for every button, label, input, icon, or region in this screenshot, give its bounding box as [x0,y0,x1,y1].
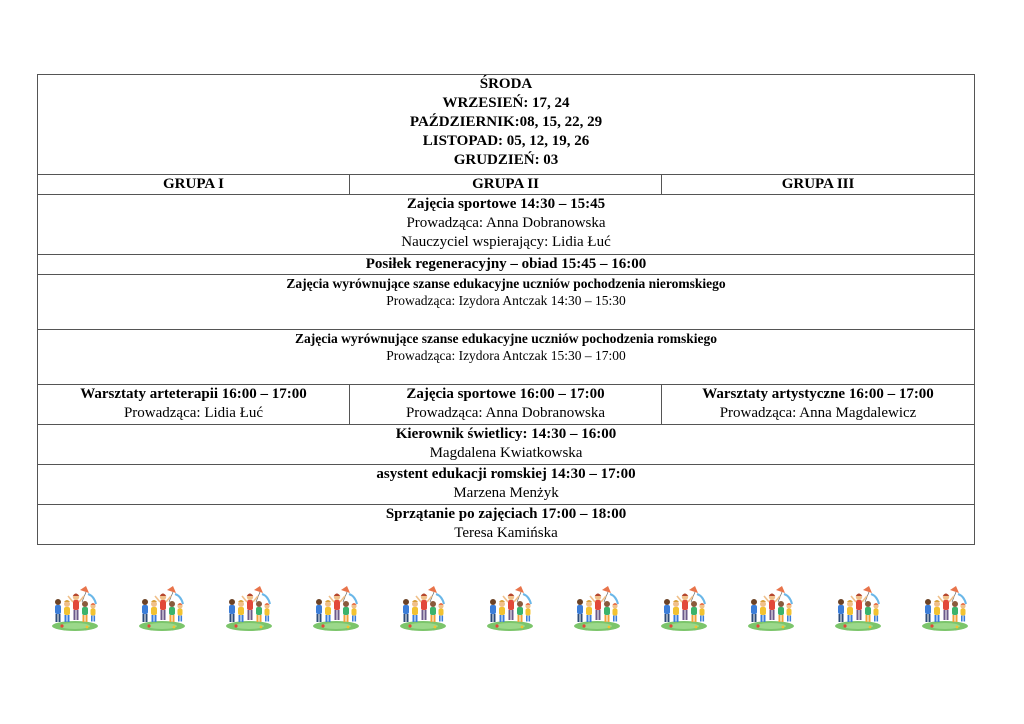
schedule-table [37,74,975,545]
cleaning-name: Teresa Kamińska [454,525,558,541]
roma-session-cell [38,330,975,385]
children-playing-illustration [746,584,796,632]
workshop-group-2 [350,385,662,425]
workshop-group-1 [38,385,350,425]
assistant-name: Marzena Menżyk [453,485,559,501]
group-2-header: GRUPA II [350,175,662,195]
workshop-1-lead: Prowadząca: Lidia Łuć [123,405,264,421]
month-october: PAŹDZIERNIK:08, 15, 22, 29 [409,114,603,130]
children-playing-illustration [398,584,448,632]
month-november: LISTOPAD: 05, 12, 19, 26 [422,133,590,149]
assistant-cell [38,465,975,505]
children-playing-illustration [572,584,622,632]
sport-session-cell [38,195,975,255]
children-playing-illustration [50,584,100,632]
children-playing-illustration [311,584,361,632]
sport-support: Nauczyciel wspierający: Lidia Łuć [401,234,611,250]
nonroma-title: Zajęcia wyrównujące szanse edukacyjne uczniów pochodzenia nieromskiego [286,276,726,291]
workshop-3-title: Warsztaty artystyczne 16:00 – 17:00 [702,386,934,402]
workshop-3-lead: Prowadząca: Anna Magdalewicz [719,405,917,421]
workshop-2-title: Zajęcia sportowe 16:00 – 17:00 [406,386,605,402]
group-1-header: GRUPA I [38,175,350,195]
children-playing-illustration [485,584,535,632]
manager-cell [38,425,975,465]
header-cell [38,75,975,175]
month-september: WRZESIEŃ: 17, 24 [442,95,570,111]
manager-name: Magdalena Kwiatkowska [429,445,583,461]
roma-lead: Prowadząca: Izydora Antczak 15:30 – 17:00 [386,348,626,363]
children-playing-illustration [137,584,187,632]
sport-lead: Prowadząca: Anna Dobranowska [406,215,606,231]
children-playing-illustration [920,584,970,632]
children-playing-illustration [659,584,709,632]
month-december: GRUDZIEŃ: 03 [453,152,559,168]
workshop-group-3 [662,385,975,425]
group-3-header: GRUPA III [662,175,975,195]
sport-title: Zajęcia sportowe 14:30 – 15:45 [406,196,606,212]
cleaning-cell [38,505,975,545]
roma-title: Zajęcia wyrównujące szanse edukacyjne uczniów pochodzenia romskiego [295,331,717,346]
children-playing-illustration [224,584,274,632]
day-title: ŚRODA [479,76,533,92]
nonroma-session-cell [38,275,975,330]
meal-title: Posiłek regeneracyjny – obiad 15:45 – 16:00 [365,256,647,272]
nonroma-lead: Prowadząca: Izydora Antczak 14:30 – 15:30 [386,293,626,308]
assistant-title: asystent edukacji romskiej 14:30 – 17:00 [376,466,636,482]
children-playing-illustration [833,584,883,632]
children-illustration-strip [50,584,970,632]
workshop-1-title: Warsztaty arteterapii 16:00 – 17:00 [80,386,307,402]
cleaning-title: Sprzątanie po zajęciach 17:00 – 18:00 [385,506,627,522]
manager-title: Kierownik świetlicy: 14:30 – 16:00 [395,426,617,442]
meal-cell [38,255,975,275]
workshop-2-lead: Prowadząca: Anna Dobranowska [405,405,606,421]
